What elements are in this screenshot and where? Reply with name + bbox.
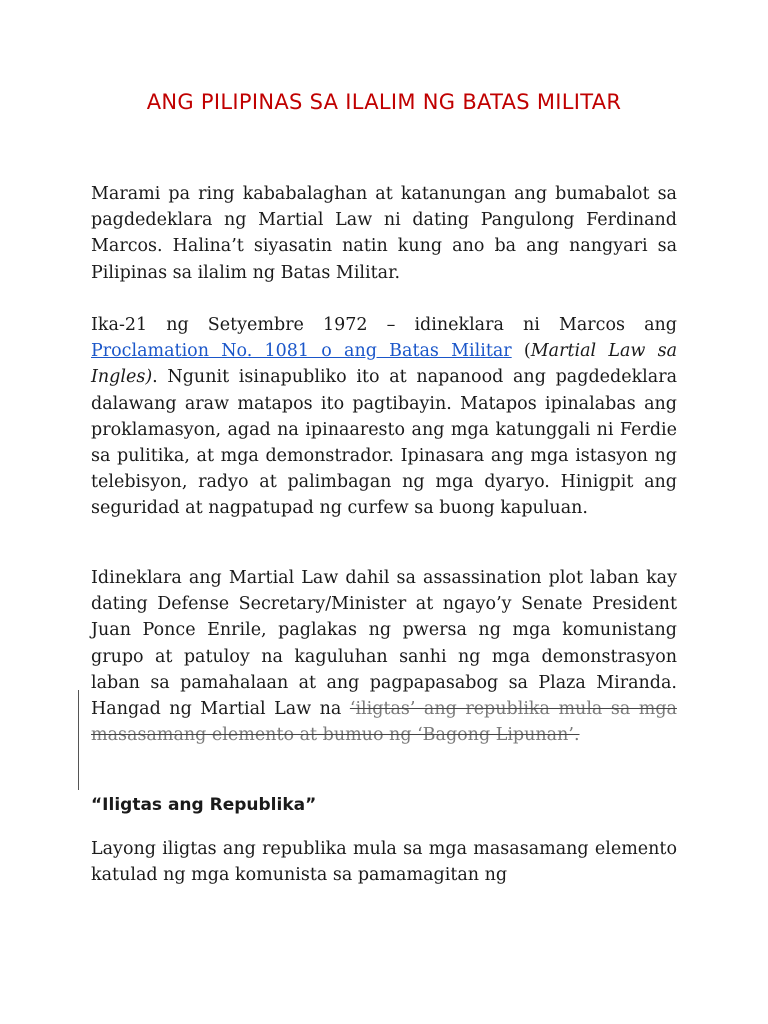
paren-open: (	[511, 341, 531, 362]
document-title: ANG PILIPINAS SA ILALIM NG BATAS MILITAR	[146, 90, 622, 114]
revision-bar	[78, 690, 79, 790]
struck-text: ‘iligtas’ ang republika mula sa mga masasamang elemento at bumuo ng ‘Bagong Lipunan’.	[91, 699, 677, 746]
italic-note: Martial Law sa Ingles)	[91, 341, 678, 388]
proclamation-link[interactable]: Proclamation No. 1081 o ang Batas Militar	[91, 341, 512, 362]
paragraph-reasons	[91, 565, 677, 748]
paragraph-text: Ika-21 ng Setyembre 1972 – idineklara ni Marcos ang	[91, 315, 677, 335]
paragraph-text: Idineklara ang Martial Law dahil sa assassination plot laban kay dating Defense Secretary/Minister at ngayo’y Senate President Juan Ponce Enrile, paglakas ng pwersa ng mga komunistang grupo at patuloy na kaguluhan sanhi ng mga demonstrasyon laban sa pamahalaan at ang pagpapasabog sa Plaza Miranda. Hangad ng Martial Law na	[91, 568, 677, 720]
paragraph-iligtas: Layong iligtas ang republika mula sa mga masasamang elemento katulad ng mga komunista sa pamamagitan ng	[91, 839, 677, 886]
paragraph-text: . Ngunit isinapubliko ito at napanood ang pagdedeklara dalawang araw matapos ito pagtibayin. Matapos ipinalabas ang proklamasyon, agad na ipinaaresto ang mga katunggali ni Ferdie sa pulitika, at mga demonstrador. Ipinasara ang mga istasyon ng telebisyon, radyo at palimbagan ng mga dyaryo. Hinigpit ang seguridad at nagpatupad ng curfew sa buong kapuluan.	[91, 367, 677, 519]
section-heading: “Iligtas ang Republika”	[91, 795, 317, 815]
paragraph-intro: Marami pa ring kababalaghan at katanungan ang bumabalot sa pagdedeklara ng Martial Law ni dating Pangulong Ferdinand Marcos. Halina’t siyasatin natin kung ano ba ang nangyari sa Pilipinas sa ilalim ng Batas Militar.	[91, 184, 677, 283]
paragraph-proclamation	[91, 312, 677, 522]
